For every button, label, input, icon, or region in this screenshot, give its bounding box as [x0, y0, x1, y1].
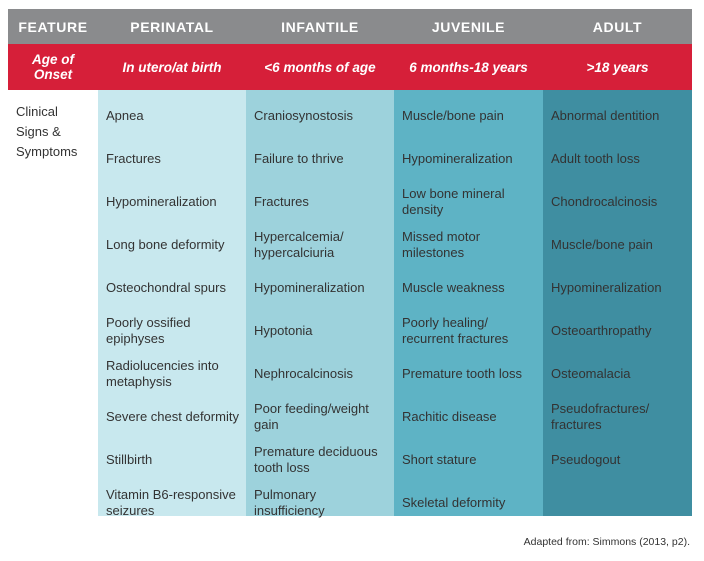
adult-symptom: Pseudogout [551, 451, 621, 467]
perinatal-symptom: Severe chest deformity [106, 408, 239, 424]
juvenile-column [394, 90, 543, 516]
perinatal-symptom: Vitamin B6-responsive seizures [106, 486, 236, 518]
perinatal-symptom: Apnea [106, 107, 144, 123]
infantile-symptom: Fractures [254, 193, 309, 209]
perinatal-symptom: Osteochondral spurs [106, 279, 226, 295]
onset-label: Age of Onset [32, 52, 74, 82]
infantile-column [246, 90, 394, 516]
juvenile-symptom: Hypomineralization [402, 150, 513, 166]
header-perinatal: PERINATAL [130, 18, 214, 35]
perinatal-symptom: Fractures [106, 150, 161, 166]
infantile-symptom: Hypercalcemia/ hypercalciuria [254, 228, 344, 260]
adult-symptom: Abnormal dentition [551, 107, 660, 123]
juvenile-symptom: Short stature [402, 451, 477, 467]
onset-row [8, 44, 692, 90]
infantile-symptom: Hypomineralization [254, 279, 365, 295]
source-note: Adapted from: Simmons (2013, p2). [523, 536, 690, 548]
adult-symptom: Hypomineralization [551, 279, 662, 295]
juvenile-symptom: Poorly healing/ recurrent fractures [402, 314, 509, 346]
infantile-symptom: Nephrocalcinosis [254, 365, 353, 381]
header-row [8, 9, 692, 44]
symptoms-row [8, 90, 692, 516]
onset-juvenile: 6 months-18 years [409, 59, 528, 75]
infantile-symptom: Hypotonia [254, 322, 313, 338]
header-feature: FEATURE [18, 18, 88, 35]
juvenile-symptom: Skeletal deformity [402, 494, 506, 510]
juvenile-symptom: Premature tooth loss [402, 365, 522, 381]
header-adult: ADULT [592, 18, 643, 35]
adult-symptom: Pseudofractures/ fractures [551, 400, 650, 432]
feature-label: Clinical Signs & Symptoms [16, 104, 78, 159]
adult-column [543, 90, 692, 516]
adult-symptom: Osteoarthropathy [551, 322, 652, 338]
onset-adult: >18 years [586, 59, 649, 75]
onset-perinatal: In utero/at birth [122, 59, 222, 75]
adult-symptom: Osteomalacia [551, 365, 631, 381]
perinatal-symptom: Poorly ossified epiphyses [106, 314, 191, 346]
infantile-symptom: Premature deciduous tooth loss [254, 443, 378, 475]
feature-column [8, 90, 98, 516]
adult-symptom: Muscle/bone pain [551, 236, 653, 252]
header-juvenile: JUVENILE [431, 18, 506, 35]
infantile-symptom: Craniosynostosis [254, 107, 353, 123]
adult-symptom: Chondrocalcinosis [551, 193, 658, 209]
onset-infantile: <6 months of age [264, 59, 376, 75]
perinatal-symptom: Long bone deformity [106, 236, 225, 252]
juvenile-symptom: Muscle weakness [402, 279, 505, 295]
adult-symptom: Adult tooth loss [551, 150, 640, 166]
juvenile-symptom: Muscle/bone pain [402, 107, 504, 123]
perinatal-symptom: Stillbirth [106, 451, 153, 467]
adult-symptom [543, 481, 692, 524]
header-infantile: INFANTILE [281, 18, 359, 35]
infantile-symptom: Poor feeding/weight gain [254, 400, 369, 432]
infantile-symptom: Failure to thrive [254, 150, 344, 166]
perinatal-column [98, 90, 246, 516]
juvenile-symptom: Missed motor milestones [402, 228, 481, 260]
infantile-symptom: Pulmonary insufficiency [254, 486, 325, 518]
juvenile-symptom: Low bone mineral density [402, 185, 505, 217]
perinatal-symptom: Radiolucencies into metaphysis [106, 357, 219, 389]
perinatal-symptom: Hypomineralization [106, 193, 217, 209]
hpp-feature-table [8, 9, 692, 516]
juvenile-symptom: Rachitic disease [402, 408, 497, 424]
